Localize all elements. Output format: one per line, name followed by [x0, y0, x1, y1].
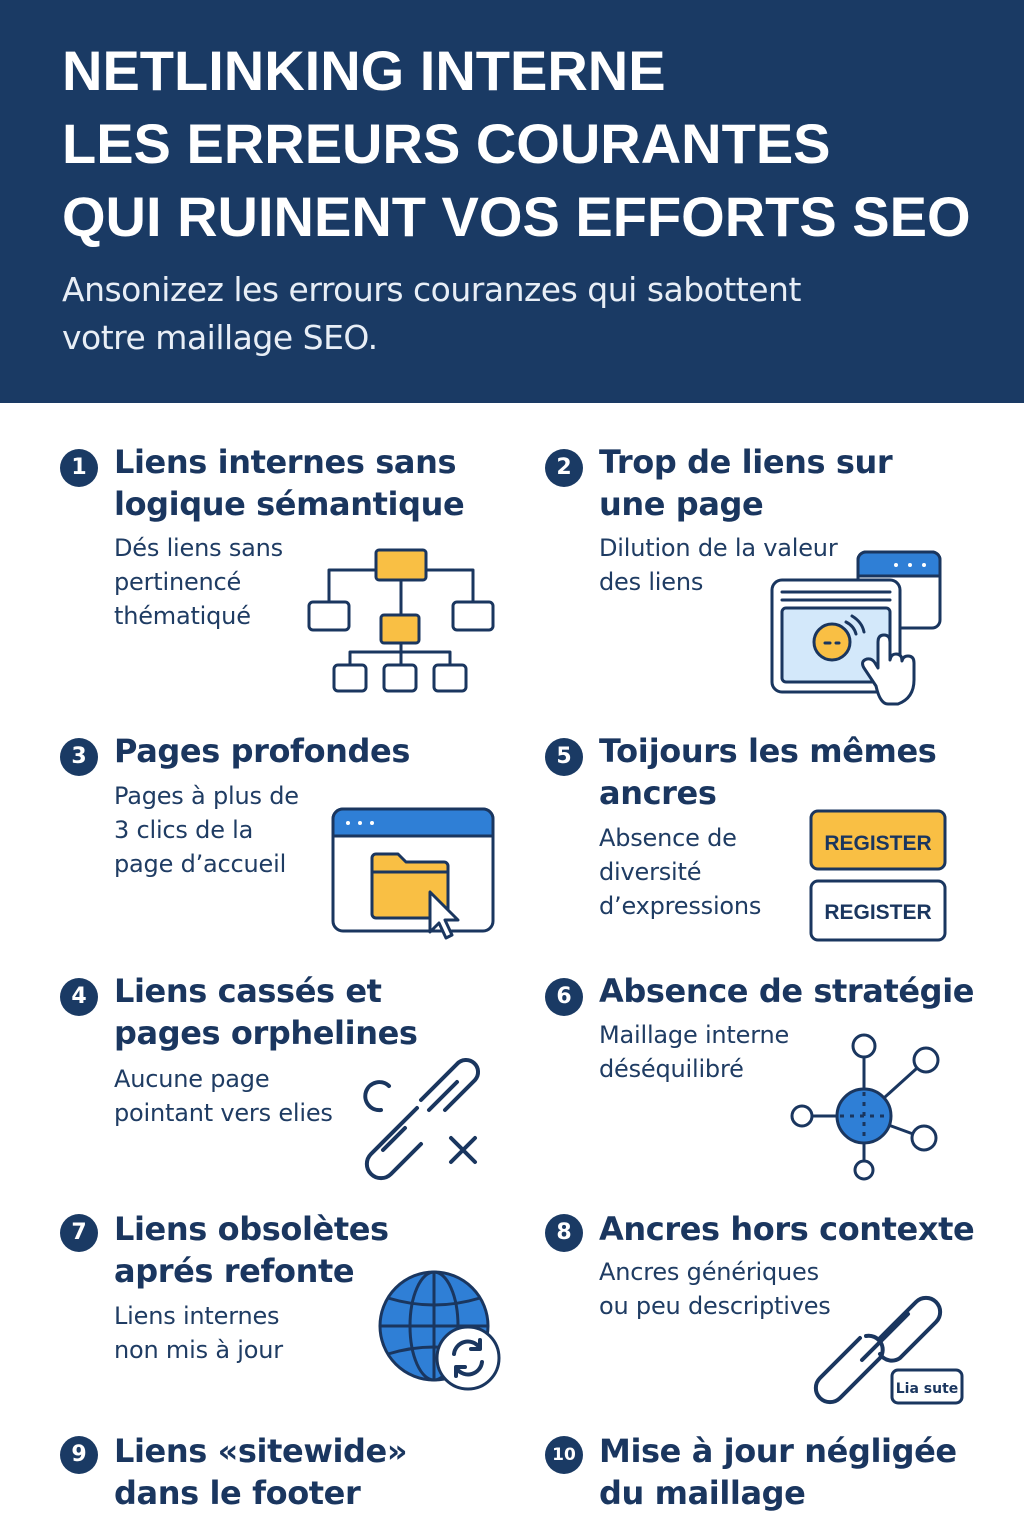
item-number-badge: 7 — [60, 1214, 98, 1252]
item-description — [114, 779, 299, 881]
link-tag-icon — [800, 1276, 966, 1406]
title-line-3: QUI RUINENT VOS EFFORTS SEO — [62, 185, 971, 248]
item-desc-line: 3 clics de la — [114, 816, 254, 844]
item-desc-line: Maillage interne — [599, 1021, 790, 1049]
item-title-line: ancres — [599, 774, 717, 812]
item-title-line: Liens «sitewide» — [114, 1432, 408, 1470]
item-description — [114, 1299, 283, 1367]
item-title — [599, 1208, 974, 1250]
page-title — [62, 34, 1002, 253]
item-desc-line: pertinencé — [114, 568, 242, 596]
item-number-badge: 5 — [545, 738, 583, 776]
globe-refresh-icon — [376, 1270, 506, 1395]
item-number-badge: 1 — [60, 449, 98, 487]
item-number-badge: 4 — [60, 978, 98, 1016]
item-title-line: une page — [599, 485, 764, 523]
item-title — [599, 441, 892, 525]
subtitle-line-1: Ansonizez les errours couranzes qui sabottent — [62, 270, 801, 309]
register-secondary-label: REGISTER — [824, 901, 932, 924]
item-title-line: Absence de stratégie — [599, 972, 975, 1010]
subtitle-line-2: votre maillage SEO. — [62, 318, 378, 357]
item-desc-line: d’expressions — [599, 892, 762, 920]
item-desc-line: page d’accueil — [114, 850, 287, 878]
register-buttons-icon — [808, 808, 950, 944]
network-icon — [786, 1030, 946, 1185]
title-line-1: NETLINKING INTERNE — [62, 39, 666, 102]
item-desc-line: Dés liens sans — [114, 534, 283, 562]
item-title — [599, 1430, 957, 1514]
hierarchy-icon — [300, 540, 500, 700]
item-title — [599, 970, 974, 1012]
item-title — [599, 730, 936, 814]
item-title-line: dans le footer — [114, 1474, 361, 1512]
item-description — [114, 531, 283, 633]
item-title-line: Liens cassés et — [114, 972, 382, 1010]
item-title-line: Pages profondes — [114, 732, 411, 770]
item-title-line: Liens internes sans — [114, 443, 457, 481]
item-desc-line: Pages à plus de — [114, 782, 299, 810]
item-title — [114, 970, 418, 1054]
item-desc-line: thématiqué — [114, 602, 251, 630]
item-title-line: Liens obsolètes — [114, 1210, 389, 1248]
item-title-line: Ancres hors contexte — [599, 1210, 975, 1248]
item-title — [114, 1208, 389, 1292]
header-banner — [0, 0, 1024, 403]
item-desc-line: Liens internes — [114, 1302, 280, 1330]
item-title-line: Toĳours les mêmes — [599, 732, 937, 770]
broken-link-icon — [355, 1050, 495, 1180]
item-number-badge: 6 — [545, 978, 583, 1016]
page-subtitle — [62, 266, 962, 362]
item-title-line: pages orphelines — [114, 1014, 418, 1052]
item-desc-line: Dilution de la valeur — [599, 534, 838, 562]
item-number-badge: 9 — [60, 1436, 98, 1474]
item-title-line: Mise à jour négligée — [599, 1432, 957, 1470]
item-desc-line: Aucune page — [114, 1065, 270, 1093]
folder-window-icon — [330, 806, 496, 942]
item-number-badge: 3 — [60, 738, 98, 776]
item-number-badge: 10 — [545, 1436, 583, 1474]
item-desc-line: déséquilibré — [599, 1055, 744, 1083]
item-description — [599, 1018, 789, 1086]
item-number-badge: 2 — [545, 449, 583, 487]
item-desc-line: Ancres génériques — [599, 1258, 819, 1286]
item-desc-line: Absence de — [599, 824, 737, 852]
link-tag-label: Lia sute — [895, 1381, 959, 1397]
item-desc-line: des liens — [599, 568, 704, 596]
title-line-2: LES ERREURS COURANTES — [62, 112, 831, 175]
register-primary-label: REGISTER — [824, 832, 932, 855]
item-desc-line: diversité — [599, 858, 702, 886]
browser-click-icon — [768, 546, 948, 711]
item-desc-line: ou peu descriptives — [599, 1292, 831, 1320]
item-title-line: aprés refonte — [114, 1252, 355, 1290]
item-title-line: Trop de liens sur — [599, 443, 893, 481]
item-desc-line: non mis à jour — [114, 1336, 283, 1364]
item-desc-line: pointant vers elies — [114, 1099, 333, 1127]
item-title-line: logique sémantique — [114, 485, 465, 523]
item-title — [114, 441, 464, 525]
item-title — [114, 730, 410, 772]
item-title-line: du maillage — [599, 1474, 806, 1512]
item-number-badge: 8 — [545, 1214, 583, 1252]
item-title — [114, 1430, 407, 1514]
item-description — [599, 821, 761, 923]
item-description — [114, 1062, 333, 1130]
item-description — [599, 1255, 831, 1323]
